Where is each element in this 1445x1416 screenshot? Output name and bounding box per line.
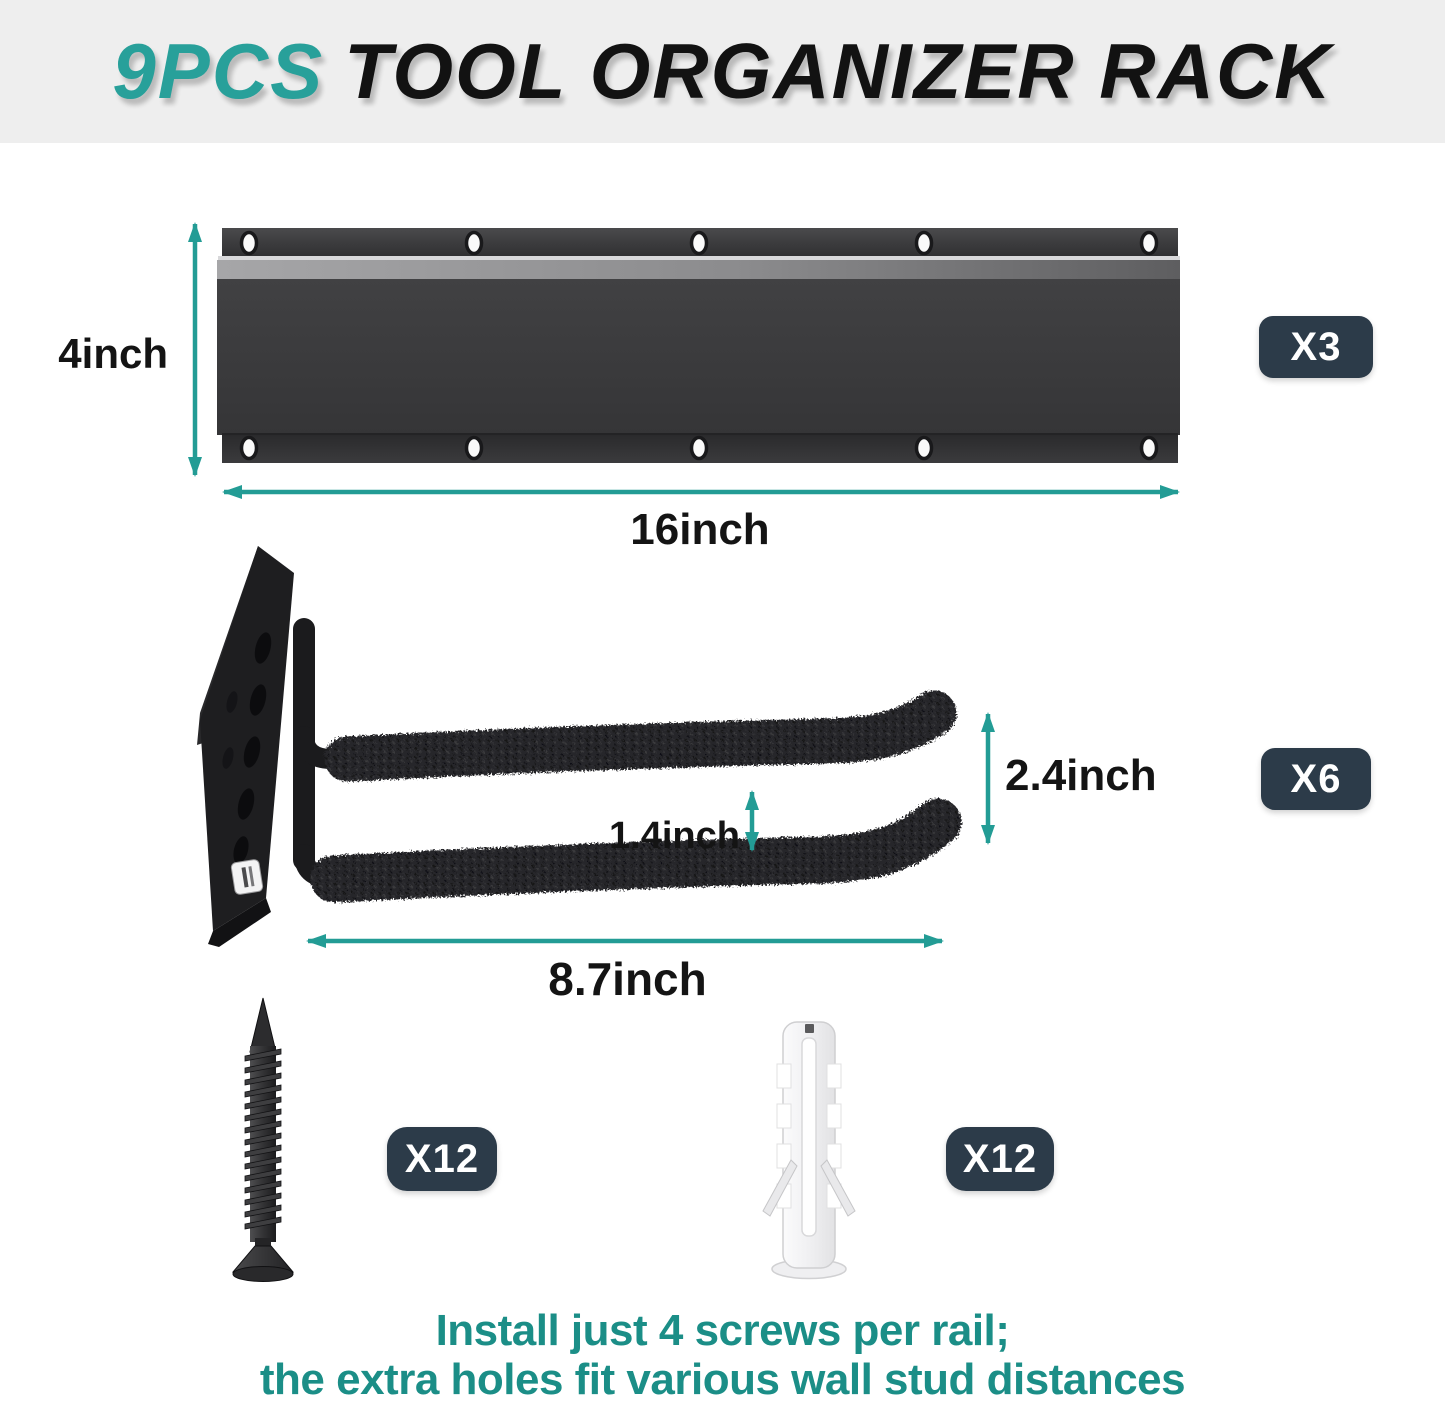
rail-hole bbox=[467, 233, 482, 254]
rail-image bbox=[217, 228, 1180, 463]
anchor-image bbox=[763, 1022, 855, 1279]
rail-hole bbox=[467, 438, 482, 459]
anchor-slot-notch bbox=[805, 1024, 814, 1033]
rail-width-label: 16inch bbox=[630, 505, 770, 554]
rail-height-label: 4inch bbox=[58, 330, 168, 377]
screw-quantity-badge: X12 bbox=[387, 1127, 497, 1191]
hook-height-label: 2.4inch bbox=[1005, 751, 1157, 800]
rail-hole bbox=[1142, 438, 1157, 459]
footer-line-2: the extra holes fit various wall stud distances bbox=[259, 1355, 1186, 1405]
title-count: 9PCS bbox=[112, 27, 325, 115]
rail-edge-highlight bbox=[218, 256, 1180, 260]
hook-upper-prong bbox=[347, 713, 934, 759]
rail-hole bbox=[242, 233, 257, 254]
screw-image bbox=[233, 998, 293, 1282]
rail-hole bbox=[692, 233, 707, 254]
hook-width-label: 8.7inch bbox=[548, 953, 707, 1005]
footer-note bbox=[0, 1306, 1445, 1405]
rail-hole bbox=[917, 438, 932, 459]
rail-hole bbox=[242, 438, 257, 459]
rail-hole bbox=[692, 438, 707, 459]
rail-body bbox=[217, 279, 1180, 435]
anchor-slot bbox=[802, 1038, 816, 1236]
rail-quantity-badge: X3 bbox=[1259, 316, 1373, 378]
anchor-quantity-badge: X12 bbox=[946, 1127, 1054, 1191]
hook-image bbox=[197, 546, 938, 947]
title-main: TOOL ORGANIZER RACK bbox=[344, 27, 1333, 115]
footer-line-1: Install just 4 screws per rail; bbox=[435, 1306, 1010, 1355]
rail-bevel-strip bbox=[217, 260, 1180, 279]
hook-label bbox=[231, 859, 264, 895]
rail-hole bbox=[917, 233, 932, 254]
hook-quantity-badge: X6 bbox=[1261, 748, 1371, 810]
rail-hole bbox=[1142, 233, 1157, 254]
hook-gap-label: 1.4inch bbox=[609, 815, 740, 857]
